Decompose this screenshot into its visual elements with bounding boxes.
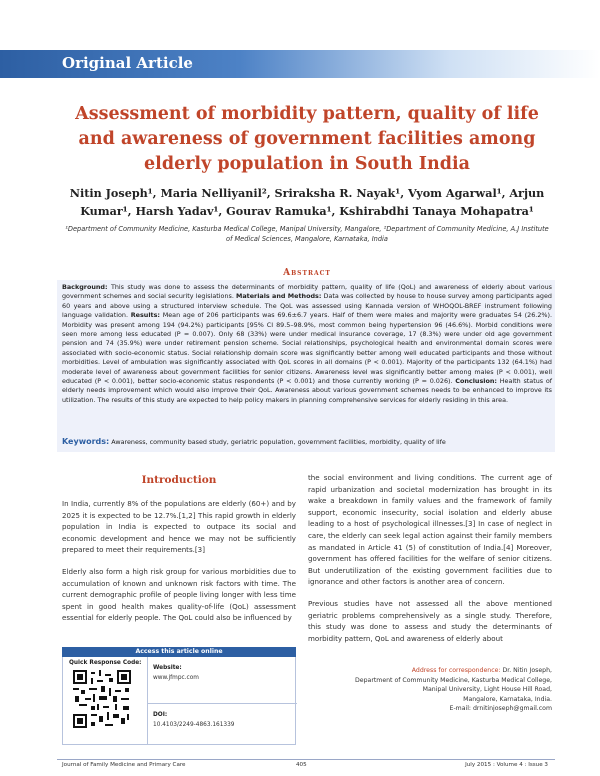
intro-paragraph: Previous studies have not assessed all the above mentioned geriatric problems comprehensively as a single study. Therefore, this study was done to assess and study the determinants of morbidity pattern, QoL and awareness of elderly about — [308, 598, 552, 643]
footer-page-number: 405 — [296, 762, 307, 768]
correspondence-address — [300, 666, 552, 714]
intro-paragraph: In India, currently 8% of the populations are elderly (60+) and by 2025 it is expected to be 12.7%.[1,2] This rapid growth in elderly population in India is expected to outpace its social and economic development and hence we may not be sufficiently prepared to meet their requirements.[3] — [62, 499, 296, 555]
access-box-body — [62, 657, 296, 745]
conclusion-label: Conclusion: — [455, 377, 497, 386]
methods-text: Data was collected by house to house survey among participants aged 60 years and above using a structured interview schedule. The QoL was assessed using Kannada version of WHOQOL-BREF instrument following language validation. — [62, 292, 552, 320]
access-online-box — [62, 647, 296, 745]
abstract-text — [62, 283, 552, 405]
intro-paragraph: the social environment and living conditions. The current age of rapid urbanization and societal modernization has brought in its wake a breakdown in family values and the framework of family support, economic insecurity, social isolation and elderly abuse leading to a host of psychological illnesses.[3] In case of neglect in care, the elderly can seek legal action against their family members as mandated in Article 41 (5) of constitution of India.[4] Moreover, government has offered facilities for the welfare of senior citizens. But underutilization of the existing government facilities due to ignorance and other factors is another area of concern. — [308, 473, 552, 587]
footer-issue: July 2015 : Volume 4 : Issue 3 — [465, 762, 548, 768]
doi-label: DOI: — [153, 712, 168, 718]
article-title: Assessment of morbidity pattern, quality of life and awareness of government facilities among elderly population in South India — [75, 104, 539, 174]
correspondence-label: Address for correspondence: — [411, 667, 501, 674]
correspondence-line: Mangalore, Karnataka, India. — [463, 695, 552, 703]
introduction-heading: Introduction — [141, 474, 217, 486]
abstract-heading: Abstract — [283, 268, 331, 278]
correspondence-first-line — [300, 666, 552, 676]
background-label: Background: — [62, 283, 108, 291]
correspondence-email[interactable]: E-mail: drnitinjoseph@gmail.com — [449, 705, 552, 713]
results-text: Mean age of 206 participants was 69.6±6.7 years. Half of them were males and majority were graduates 54 (26.2%). Morbidity was present among 194 (94.2%) participants [95% CI 89.5–98.9%, most common being hypertension 96 (46.6%). Morbid conditions were seen more among less educated (P = 0.007). Only 68 (33%) were under medical insurance coverage, 17 (8.3%) were under old age government pension and 74 (35.9%) were under retirement pension scheme. Social relationships, psychological health and environmental domain scores were associated with socio-economic status. Social relationship domain score was significantly better among well educated participants and those without morbidities. Level of ambulation was significantly associated with QoL scores in all domains (P < 0.001). Majority of the participants 132 (64.1%) had moderate level of awareness about government facilities for senior citizens. Awareness level was significantly better among males (P < 0.001), well educated (P < 0.001), better socio-economic status respondents (P < 0.001) and those currently working (P = 0.026). — [62, 311, 552, 386]
affiliations: ¹Department of Community Medicine, Kasturba Medical College, Manipal University, Mangalore, ²Department of Community Medicine, A.J Institute of Medical Sciences, Mangalore, Karnataka, India — [65, 225, 549, 243]
keywords-label: Keywords: — [62, 437, 110, 446]
website-label: Website: — [153, 665, 182, 671]
access-box-header: Access this article online — [62, 647, 296, 657]
results-label: Results: — [130, 311, 160, 320]
footer-rule — [57, 759, 555, 760]
correspondence-line: Department of Community Medicine, Kasturba Medical College, — [355, 676, 552, 684]
article-type-label: Original Article — [62, 54, 193, 72]
correspondence-line: Manipal University, Light House Hill Road, — [422, 686, 552, 694]
article-type-banner — [0, 50, 600, 78]
keywords-text: Awareness, community based study, geriatric population, government facilities, morbidity, quality of life — [109, 438, 446, 446]
access-divider-vertical — [147, 657, 148, 744]
footer-journal: Journal of Family Medicine and Primary Care — [62, 762, 186, 768]
conclusion-text: Health status of elderly needs improvement which would also improve their QoL. Awareness about various government schemes needs to be enhanced to improve its utilization. The results of this study are expected to help policy makers in planning comprehensive services for elderly residing in this area. — [62, 377, 552, 404]
qr-code-icon[interactable] — [73, 670, 131, 728]
methods-label: Materials and Methods: — [236, 292, 322, 301]
access-divider-horizontal — [147, 703, 297, 704]
author-list: Nitin Joseph¹, Maria Nelliyanil², Sriraksha R. Nayak¹, Vyom Agarwal¹, Arjun Kumar¹, Harsh Yadav¹, Gourav Ramuka¹, Kshirabdhi Tanaya Mohapatra¹ — [69, 186, 545, 218]
intro-paragraph: Elderly also form a high risk group for various morbidities due to accumulation of known and unknown risk factors with time. The current demographic profile of people living longer with less time spent in good health makes quality-of-life (QoL) assessment essential for elderly people. The QoL could also be influenced by — [62, 566, 296, 623]
website-link[interactable]: www.jfmpc.com — [153, 675, 199, 681]
left-column — [62, 474, 296, 634]
qr-label: Quick Response Code: — [69, 660, 142, 666]
keywords — [62, 437, 552, 446]
correspondence-name: Dr. Nitin Joseph, — [500, 667, 552, 674]
background-text: This study was done to assess the determinants of morbidity pattern, quality of life (QoL) and awareness of elderly about various government schemes and social security legislations. — [62, 283, 552, 301]
right-column — [308, 472, 552, 654]
doi-link[interactable]: 10.4103/2249-4863.161339 — [153, 722, 235, 728]
